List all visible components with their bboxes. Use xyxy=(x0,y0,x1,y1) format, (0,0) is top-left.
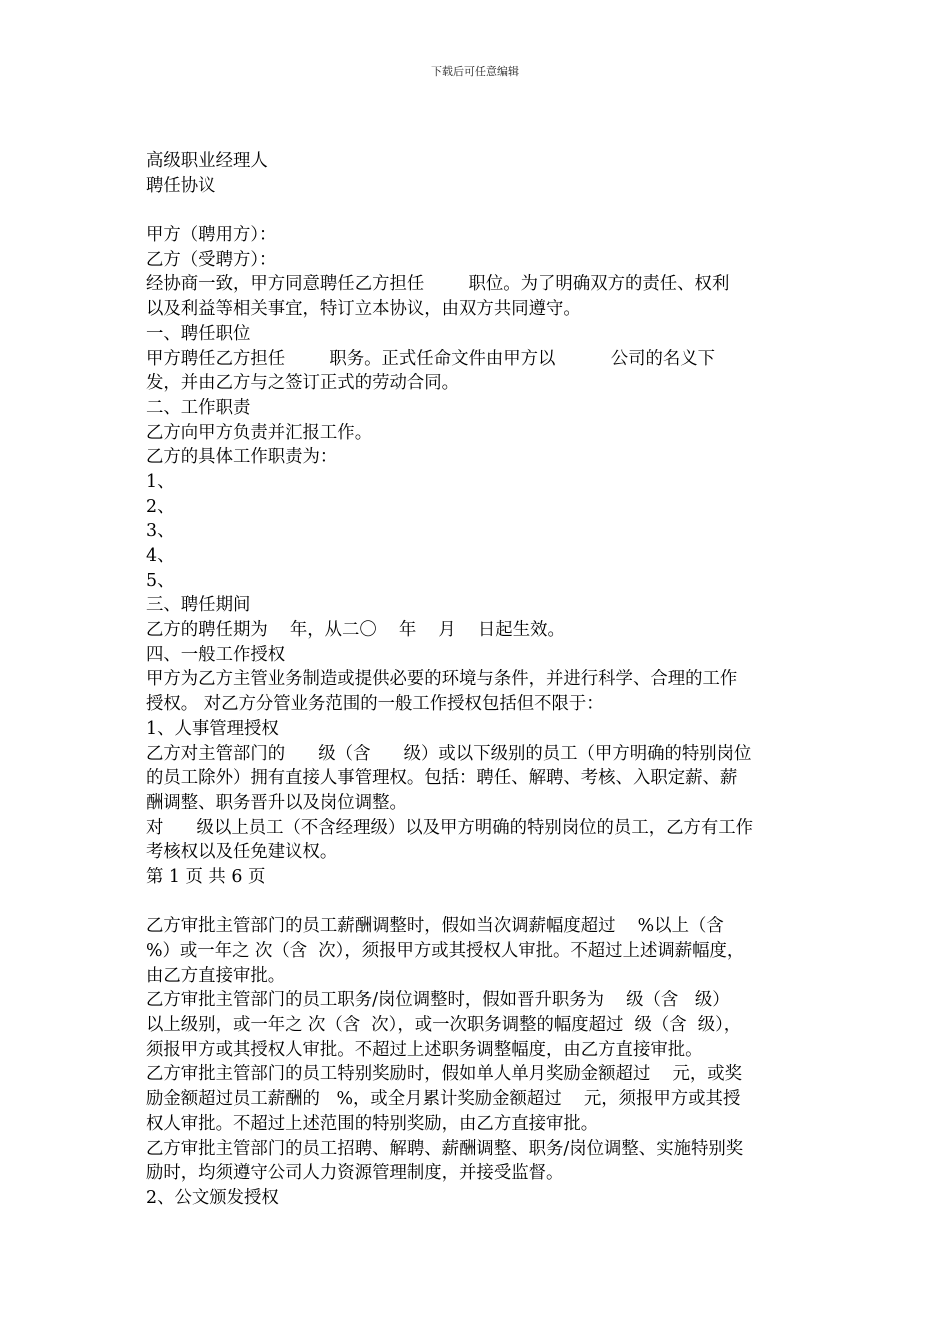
duty-list-item: 5、 xyxy=(146,570,175,591)
subsection-heading-hr: 1、人事管理授权 xyxy=(146,718,279,739)
paragraph-line: 的员工除外）拥有直接人事管理权。包括：聘任、解聘、考核、入职定薪、薪 xyxy=(146,768,738,789)
section-heading-duties: 二、工作职责 xyxy=(146,397,251,418)
paragraph-line: %）或一年之 次（含 次），须报甲方或其授权人审批。不超过上述调薪幅度， xyxy=(146,941,745,961)
paragraph-line: 授权。 对乙方分管业务范围的一般工作授权包括但不限于： xyxy=(146,694,604,715)
document-body xyxy=(146,149,814,1211)
paragraph-line: 励金额超过员工薪酬的 %，或全月累计奖励金额超过 元，须报甲方或其授 xyxy=(146,1089,741,1110)
paragraph-line: 乙方的具体工作职责为： xyxy=(146,447,338,468)
section-heading-term: 三、聘任期间 xyxy=(146,595,251,616)
section-heading-position: 一、聘任职位 xyxy=(146,323,251,344)
paragraph-line: 乙方的聘任期为 年，从二〇 年 月 日起生效。 xyxy=(146,620,565,641)
duty-list-item: 4、 xyxy=(146,546,175,566)
paragraph-line: 考核权以及任免建议权。 xyxy=(146,842,338,863)
page-number-footer: 第 1 页 共 6 页 xyxy=(146,866,266,887)
paragraph-line: 乙方向甲方负责并汇报工作。 xyxy=(146,422,373,443)
paragraph-line: 励时，均须遵守公司人力资源管理制度，并接受监督。 xyxy=(146,1163,564,1184)
party-a-line: 甲方（聘用方）： xyxy=(146,225,277,246)
paragraph-line: 由乙方直接审批。 xyxy=(146,965,286,986)
paragraph-line: 乙方审批主管部门的员工职务/岗位调整时，假如晋升职务为 级（含 级） xyxy=(146,990,730,1011)
paragraph-line: 乙方审批主管部门的员工招聘、解聘、薪酬调整、职务/岗位调整、实施特别奖 xyxy=(146,1138,744,1159)
document-title-line-2: 聘任协议 xyxy=(146,175,216,196)
section-heading-authorization: 四、一般工作授权 xyxy=(146,644,286,665)
paragraph-line: 乙方审批主管部门的员工薪酬调整时，假如当次调薪幅度超过 %以上（含 xyxy=(146,916,724,937)
paragraph-line: 权人审批。不超过上述范围的特别奖励，由乙方直接审批。 xyxy=(146,1113,599,1134)
paragraph-line: 甲方聘任乙方担任 职务。正式任命文件由甲方以 公司的名义下 xyxy=(146,348,716,369)
subsection-heading-documents: 2、公文颁发授权 xyxy=(146,1187,279,1208)
paragraph-line: 须报甲方或其授权人审批。不超过上述职务调整幅度，由乙方直接审批。 xyxy=(146,1039,703,1060)
paragraph-line: 甲方为乙方主管业务制造或提供必要的环境与条件，并进行科学、合理的工作 xyxy=(146,669,738,690)
blank-line xyxy=(146,198,814,223)
page-header-note: 下载后可任意编辑 xyxy=(431,65,519,78)
paragraph-line: 乙方审批主管部门的员工特别奖励时，假如单人单月奖励金额超过 元，或奖 xyxy=(146,1064,743,1085)
party-b-line: 乙方（受聘方）： xyxy=(146,249,277,270)
paragraph-line: 以上级别，或一年之 次（含 次），或一次职务调整的幅度超过 级（含 级）， xyxy=(146,1015,742,1036)
preamble-line: 经协商一致，甲方同意聘任乙方担任 职位。为了明确双方的责任、权利 xyxy=(146,274,730,295)
duty-list-item: 3、 xyxy=(146,521,175,542)
document-title-line-1: 高级职业经理人 xyxy=(146,151,268,171)
blank-line xyxy=(146,890,814,915)
paragraph-line: 发，并由乙方与之签订正式的劳动合同。 xyxy=(146,373,460,394)
duty-list-item: 2、 xyxy=(146,496,175,517)
paragraph-line: 对 级以上员工（不含经理级）以及甲方明确的特别岗位的员工，乙方有工作 xyxy=(146,817,754,838)
preamble-line: 以及利益等相关事宜，特订立本协议，由双方共同遵守。 xyxy=(146,299,581,320)
paragraph-line: 酬调整、职务晋升以及岗位调整。 xyxy=(146,792,407,813)
duty-list-item: 1、 xyxy=(146,471,175,492)
paragraph-line: 乙方对主管部门的 级（含 级）或以下级别的员工（甲方明确的特别岗位 xyxy=(146,743,752,764)
